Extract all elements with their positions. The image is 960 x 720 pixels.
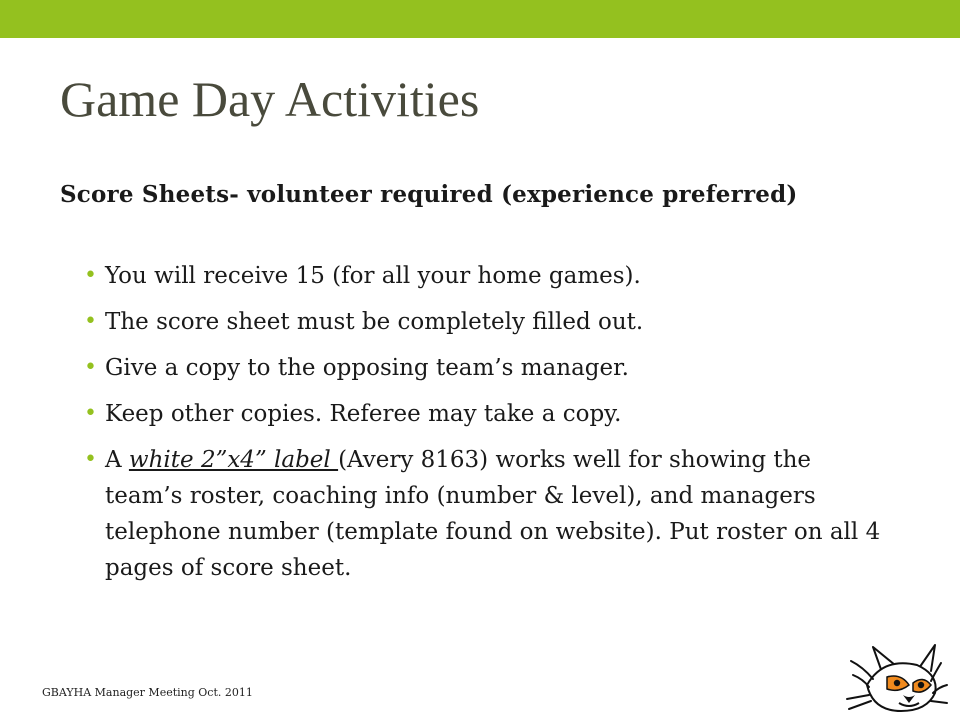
bullet-dot-icon: • xyxy=(84,401,97,426)
bullet-item xyxy=(82,396,882,432)
bullet-dot-icon: • xyxy=(84,355,97,380)
bullet-item xyxy=(82,258,882,294)
bullet-text: Give a copy to the opposing team’s manager. xyxy=(105,355,629,381)
bullet-text: Keep other copies. Referee may take a copy. xyxy=(105,401,622,427)
section-heading: Score Sheets- volunteer required (experience preferred) xyxy=(60,181,798,208)
bullet-suffix: (Avery 8163) works well for showing the team’s roster, coaching info (number & level), and managers telephone number (template found on website). Put roster on all 4 pages of score sheet. xyxy=(105,447,881,581)
bullet-dot-icon: • xyxy=(84,447,97,472)
bullet-item xyxy=(82,304,882,340)
bullet-text: The score sheet must be completely filled out. xyxy=(105,309,644,335)
bullet-item-label xyxy=(82,442,882,586)
wildcat-mascot-icon xyxy=(843,641,953,717)
bullet-prefix: A xyxy=(105,447,129,473)
bullet-item xyxy=(82,350,882,386)
label-link[interactable]: white 2”x4” label xyxy=(128,447,339,473)
bullet-dot-icon: • xyxy=(84,309,97,334)
bullet-dot-icon: • xyxy=(84,263,97,288)
slide-title: Game Day Activities xyxy=(60,71,480,127)
bullet-list xyxy=(82,258,882,596)
top-accent-bar xyxy=(0,0,960,38)
bullet-text: You will receive 15 (for all your home games). xyxy=(105,263,641,289)
footer-text: GBAYHA Manager Meeting Oct. 2011 xyxy=(42,686,253,699)
